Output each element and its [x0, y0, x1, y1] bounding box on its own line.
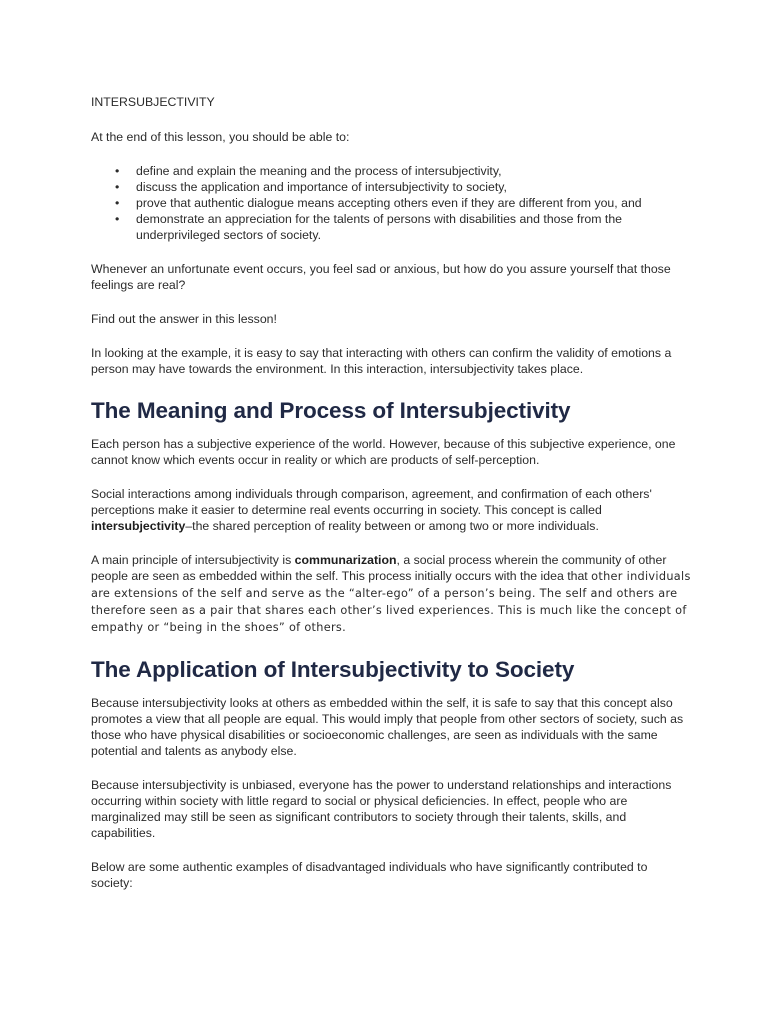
objectives-intro: At the end of this lesson, you should be able to: [91, 130, 350, 144]
section-heading-meaning: The Meaning and Process of Intersubjectivity [91, 398, 571, 423]
objectives-list [91, 163, 691, 243]
bullet-icon: • [115, 212, 120, 226]
meaning-paragraph-1: Each person has a subjective experience of the world. However, because of this subjective experience, one cannot know which events occur in reality or which are products of self-perception. [91, 437, 676, 467]
bullet-icon: • [115, 196, 120, 210]
meaning-paragraph-3: A main principle of intersubjectivity is communarization, a social process wherein the community of other people are seen as embedded within the self. This process initially occurs with the idea that other individuals are extensions of the self and serve as the “alter-ego” of a person’s being. The self and others are therefore seen as a pair that shares each other’s lived experiences. This is much like the concept of empathy or “being in the shoes” of others. [91, 553, 691, 634]
list-item: • prove that authentic dialogue means accepting others even if they are different from you, and [115, 196, 642, 210]
bullet-icon: • [115, 164, 120, 178]
application-paragraph-2: Because intersubjectivity is unbiased, everyone has the power to understand relationships and interactions occurring within society with little regard to social or physical deficiencies. In effect, people who are marginalized may still be seen as significant contributors to society through their talents, skills, and capabilities. [91, 778, 672, 840]
meaning-paragraph-2: Social interactions among individuals through comparison, agreement, and confirmation of each others' perceptions make it easier to determine real events occurring in society. This concept is called intersubjectivity–the shared perception of reality between or among two or more individuals. [91, 487, 652, 533]
document-page [91, 94, 691, 891]
list-item: • define and explain the meaning and the process of intersubjectivity, [115, 164, 502, 178]
bullet-icon: • [115, 180, 120, 194]
term-communarization: communarization [294, 553, 397, 567]
lesson-label: INTERSUBJECTIVITY [91, 95, 215, 109]
example-paragraph: In looking at the example, it is easy to say that interacting with others can confirm the validity of emotions a person may have towards the environment. In this interaction, intersubjectivity takes place. [91, 346, 672, 376]
application-paragraph-1: Because intersubjectivity looks at others as embedded within the self, it is safe to say that this concept also promotes a view that all people are equal. This would imply that people from other sectors of society, such as those who have physical disabilities or socioeconomic challenges, are seen as individuals with the same potential and talents as anybody else. [91, 696, 684, 758]
term-intersubjectivity: intersubjectivity [91, 519, 186, 533]
application-paragraph-3: Below are some authentic examples of disadvantaged individuals who have significantly contributed to society: [91, 860, 648, 890]
find-out-paragraph: Find out the answer in this lesson! [91, 312, 277, 326]
list-item: • discuss the application and importance of intersubjectivity to society, [115, 180, 507, 194]
section-heading-application: The Application of Intersubjectivity to Society [91, 657, 575, 682]
list-item: • demonstrate an appreciation for the talents of persons with disabilities and those from the underprivileged sectors of society. [115, 212, 623, 242]
question-paragraph: Whenever an unfortunate event occurs, you feel sad or anxious, but how do you assure yourself that those feelings are real? [91, 262, 671, 292]
